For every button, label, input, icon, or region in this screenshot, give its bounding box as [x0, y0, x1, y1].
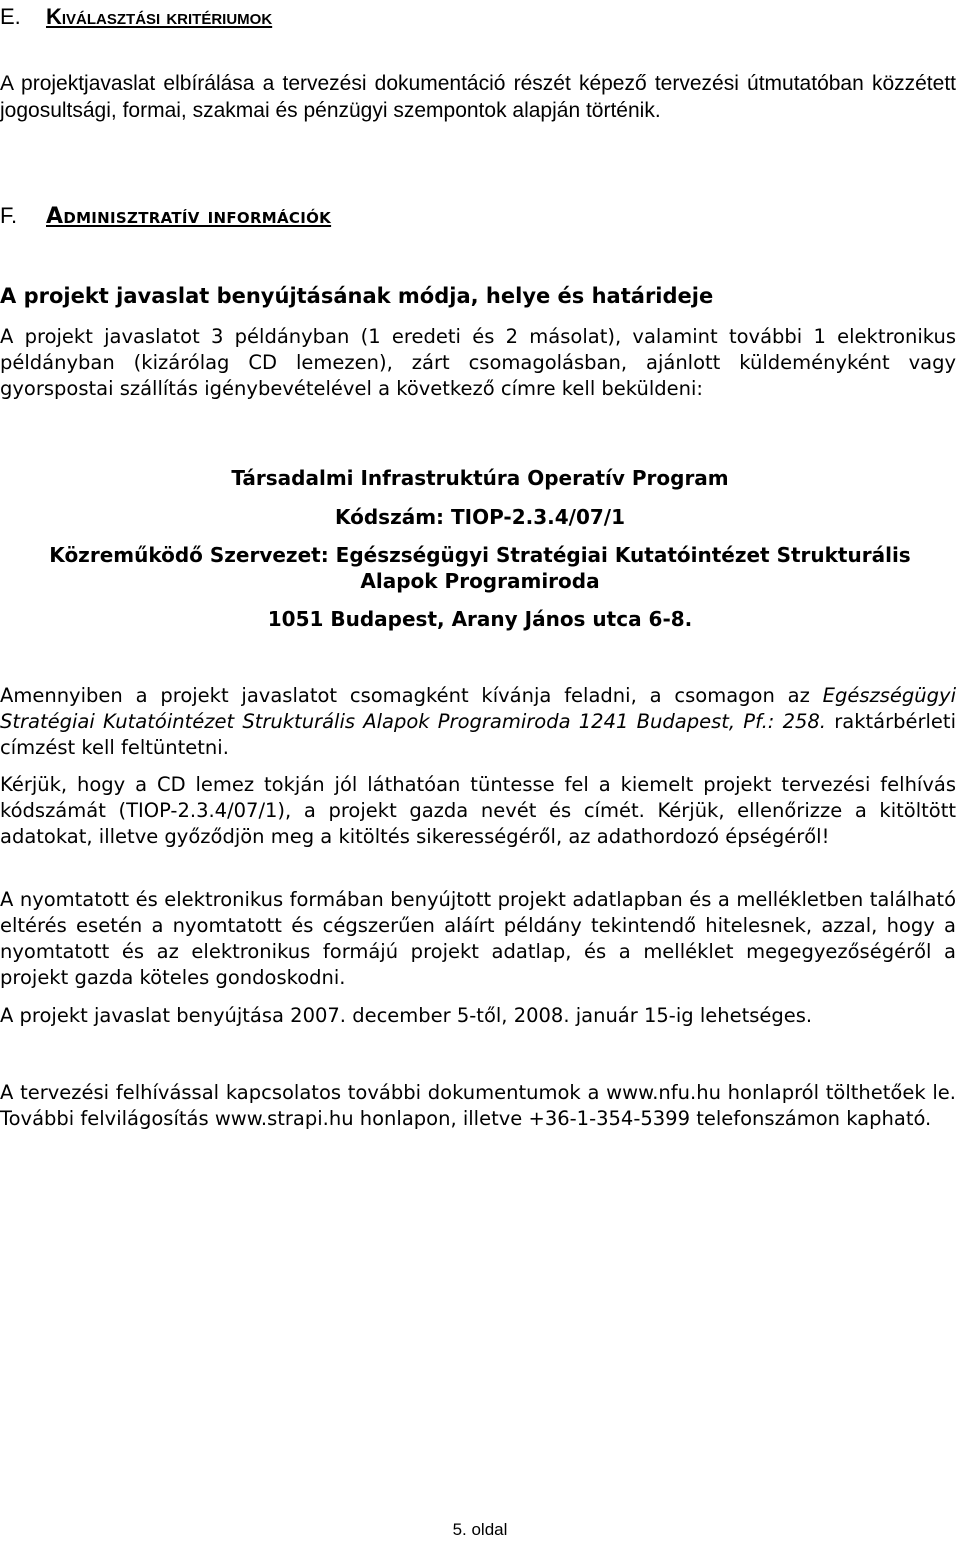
address-street: 1051 Budapest, Arany János utca 6-8.: [267, 607, 693, 631]
address-organization: Közreműködő Szervezet: Egészségügyi Stratégiai Kutatóintézet Strukturális Alapok Programiroda: [49, 543, 911, 593]
package-text-before: Amennyiben a projekt javaslatot csomagként kívánja feladni, a csomagon az: [0, 684, 823, 707]
page-number: 5. oldal: [452, 1520, 508, 1539]
package-text-after: raktárbérleti címzést kell feltüntetni.: [0, 710, 956, 759]
section-f-title: Adminisztratív információk: [46, 204, 332, 229]
section-f-letter: F.: [0, 203, 18, 228]
package-address-italic: Egészségügyi Stratégiai Kutatóintézet Strukturális Alapok Programiroda 1241 Budapest, Pf.: 258.: [0, 684, 956, 733]
section-e-paragraph: A projektjavaslat elbírálása a tervezési dokumentáció részét képező tervezési útmutatóban közzétett jogosultsági, formai, szakmai és pénzügyi szempontok alapján történik.: [0, 72, 956, 122]
further-info-paragraph: A tervezési felhívással kapcsolatos további dokumentumok a www.nfu.hu honlapról tölthetőek le. További felvilágosítás www.strapi.hu honlapon, illetve +36-1-354-5399 telefonszámon kapható.: [0, 1081, 956, 1130]
discrepancy-paragraph: A nyomtatott és elektronikus formában benyújtott projekt adatlapban és a mellékletben található eltérés esetén a nyomtatott és cégszerűen aláírt példány tekintendő hitelesnek, azzal, hogy a nyomtatott és az elektronikus formájú projekt adatlap, és a melléklet megegyezőségéről a projekt gazda köteles gondoskodni.: [0, 888, 956, 989]
package-paragraph: [0, 683, 956, 761]
address-code: Kódszám: TIOP-2.3.4/07/1: [334, 505, 626, 529]
section-e-title: Kiválasztási kritériumok: [46, 4, 273, 29]
section-e-heading: [0, 4, 272, 30]
address-program: Társadalmi Infrastruktúra Operatív Program: [231, 466, 729, 490]
deadline-paragraph: A projekt javaslat benyújtása 2007. december 5-től, 2008. január 15-ig lehetséges.: [0, 1004, 813, 1027]
submission-subheading: A projekt javaslat benyújtásának módja, helye és határideje: [0, 284, 714, 308]
submission-intro-paragraph: A projekt javaslatot 3 példányban (1 eredeti és 2 másolat), valamint további 1 elektronikus példányban (kizárólag CD lemezen), zárt csomagolásban, ajánlott küldeményként vagy gyorspostai szállítás igénybevételével a következő címre kell beküldeni:: [0, 325, 956, 400]
section-f-heading: [0, 203, 331, 229]
section-e-letter: E.: [0, 4, 21, 29]
cd-note-paragraph: Kérjük, hogy a CD lemez tokján jól láthatóan tüntesse fel a kiemelt projekt tervezési felhívás kódszámát (TIOP-2.3.4/07/1), a projekt gazda nevét és címét. Kérjük, ellenőrizze a kitöltött adatokat, illetve győződjön meg a kitöltés sikerességéről, az adathordozó épségéről!: [0, 773, 956, 848]
